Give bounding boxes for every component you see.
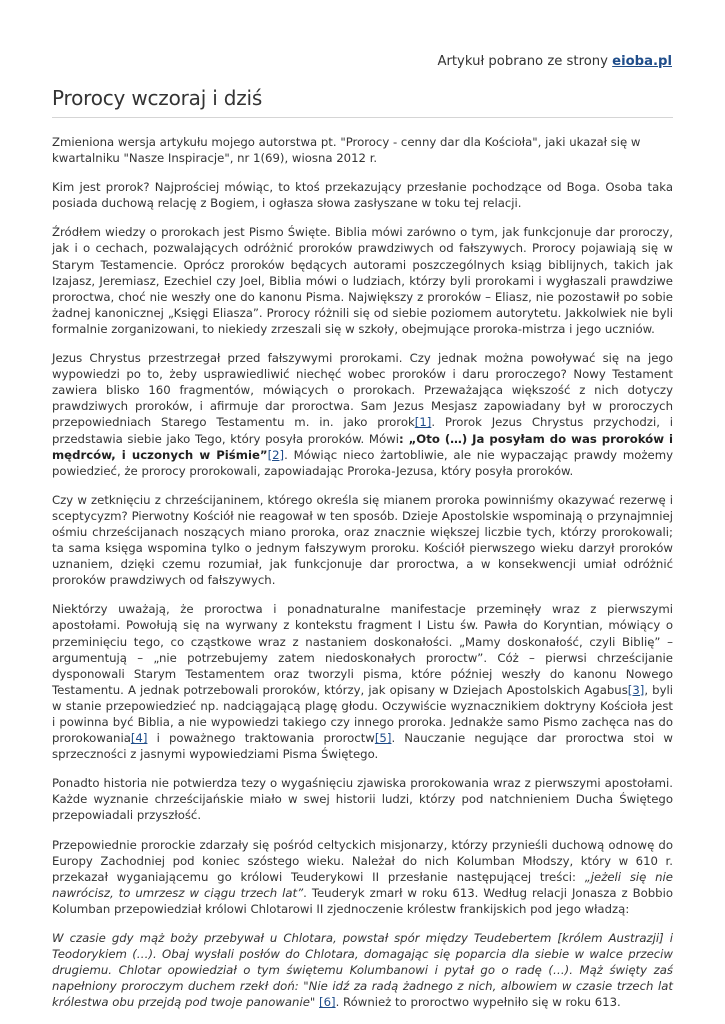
paragraph-8 xyxy=(52,837,673,917)
article-body xyxy=(52,134,673,1024)
paragraph-6-text-d: . Nauczanie negujące dar proroctwa stoi w sprzeczności z jasnymi wypowiedziami Pisma Świętego. xyxy=(52,731,673,762)
paragraph-3 xyxy=(52,224,673,337)
paragraph-6 xyxy=(52,601,673,762)
source-prefix: Artykuł pobrano ze strony xyxy=(437,54,608,69)
paragraph-6-text-c: i poważnego traktowania proroctw xyxy=(147,731,375,746)
paragraph-4-bold-quote: : „Oto (…) Ja posyłam do was proroków i mędrców, i uczonych w Piśmie” xyxy=(52,431,673,462)
footnote-ref-1[interactable]: [1] xyxy=(414,415,432,430)
source-line xyxy=(437,54,672,69)
paragraph-4-text-b: . Prorok Jezus Chrystus przychodzi, i przedstawia siebie jako Tego, który posyła proroków. Mówi xyxy=(52,415,673,446)
paragraph-1: Zmieniona wersja artykułu mojego autorstwa pt. "Prorocy - cenny dar dla Kościoła", jaki ukazał się w kwartalniku "Nasze Inspiracje", nr 1(69), wiosna 2012 r. xyxy=(52,135,641,166)
paragraph-9-text-b: . Również to proroctwo wypełniło się w roku 613. xyxy=(335,995,621,1010)
footnote-ref-3[interactable]: [3] xyxy=(627,682,645,697)
paragraph-4-text-a: Jezus Chrystus przestrzegał przed fałszywymi prorokami. Czy jednak można powoływać się na jego wypowiedzi po to, żeby usprawiedliwić niechęć wobec proroków i daru proroczego? Nowy Testament zawiera blisko 160 fragmentów, mówiących o prorokach. Przeważająca większość z nich dotyczy prawdziwych proroków, i afirmuje dar proroctwa. Sam Jezus Mesjasz zapowiadany był w proroczych przepowiedniach Starego Testamentu m. in. jako prorok xyxy=(52,351,673,430)
source-link[interactable]: eioba.pl xyxy=(612,54,672,69)
paragraph-3-text: Źródłem wiedzy o prorokach jest Pismo Święte. Biblia mówi zarówno o tym, jak funkcjonuje dar proroczy, jak i o cechach, pozwalających odróżnić proroków prawdziwych od fałszywych. Prorocy pojawiają się w Starym Testamencie. Oprócz proroków będących autorami poszczególnych ksiąg biblijnych, takich jak Izajasz, Jeremiasz, Ezechiel czy Joel, Biblia mówi o ludziach, którzy byli prorokami i wygłaszali prawdziwe proroctwa, choć nie weszły one do kanonu Pisma. Największy z proroków – Eliasz, nie pozostawił po sobie żadnej kanonicznej „Księgi Eliasza”. Prorocy różnili się od siebie poziomem autorytetu. Jakkolwiek nie byli formalnie zorganizowani, to niekiedy zrzeszali się w szkoły, obejmujące proroka-mistrza i jego uczniów. xyxy=(52,225,673,336)
footnote-ref-2[interactable]: [2] xyxy=(267,447,285,462)
paragraph-6-text-b: , byli w stanie przepowiedzieć np. nadciągającą plagę głodu. Oczywiście wyznacznikiem doktryny Kościoła jest i powinna być Biblia, a nie wypowiedzi takiego czy innego proroka. Jednakże samo Pismo zachęca nas do prorokowania xyxy=(52,682,673,746)
article-title: Prorocy wczoraj i dziś xyxy=(52,86,263,110)
paragraph-9 xyxy=(52,930,673,1010)
paragraph-4-text-c: . Mówiąc nieco żartobliwie, ale nie wypaczając prawdy możemy powiedzieć, że prorocy prorokowali, zapowiadając Proroka-Jezusa, który posyła proroków. xyxy=(52,447,673,478)
paragraph-8-italic-quote: „jeżeli się nie nawrócisz, to umrzesz w ciągu trzech lat” xyxy=(52,869,673,900)
paragraph-9-italic-quote: W czasie gdy mąż boży przebywał u Chlotara, powstał spór między Teudebertem [królem Austrazji] i Teodorykiem (…). Obaj wysłali posłów do Chlotara, domagając się poparcia dla siebie w walce przeciw drugiemu. Chlotar opowiedział o tym świętemu Kolumbanowi i pytał go o radę (…). Mąż święty zaś napełniony proroczym duchem rzekł doń: "Nie idź za radą żadnego z nich, albowiem w czasie trzech lat królestwa obu przejdą pod twoje panowanie" xyxy=(52,931,673,1010)
paragraph-7: Ponadto historia nie potwierdza tezy o wygaśnięciu zjawiska prorokowania wraz z pierwszymi apostołami. Każde wyznanie chrześcijańskie miało w swej historii ludzi, którzy pod natchnieniem Ducha Świętego przepowiadali przyszłość. xyxy=(52,776,673,823)
footnote-ref-5[interactable]: [5] xyxy=(374,731,392,746)
footnote-ref-4[interactable]: [4] xyxy=(130,731,148,746)
paragraph-5: Czy w zetknięciu z chrześcijaninem, którego określa się mianem proroka powinniśmy okazywać rezerwę i sceptycyzm? Pierwotny Kościół nie reagował w ten sposób. Dzieje Apostolskie wspominają o przynajmniej ośmiu chrześcijanach noszących miano proroka, oraz znacznie większej liczbie tych, którzy prorokowali; ta sama księga wspomina tylko o jednym fałszywym proroku. Kościół pierwszego wieku darzył proroków uznaniem, dzięki czemu rozumiał, jak funkcjonuje dar proroctwa, a w konsekwencji umiał odróżnić proroków prawdziwych od fałszywych. xyxy=(52,492,673,588)
paragraph-2: Kim jest prorok? Najprościej mówiąc, to ktoś przekazujący przesłanie pochodzące od Boga. Osoba taka posiada duchową relację z Bogiem, i ogłasza słowa zasłyszane w toku tej relacji. xyxy=(52,180,673,211)
paragraph-6-text-a: Niektórzy uważają, że proroctwa i ponadnaturalne manifestacje przeminęły wraz z pierwszymi apostołami. Powołują się na wyrwany z kontekstu fragment I Listu św. Pawła do Koryntian, mówiący o przeminięciu tego, co cząstkowe wraz z nastaniem doskonałości. „Mamy doskonałość, czyli Biblię” – argumentują – „nie potrzebujemy zatem niedoskonałych proroctw”. Cóż – pierwsi chrześcijanie dysponowali Starym Testamentem oraz tworzyli pisma, które później weszły do kanonu Nowego Testamentu. A jednak potrzebowali proroków, którzy, jak opisany w Dziejach Apostolskich Agabus xyxy=(52,602,673,697)
title-divider xyxy=(52,117,673,118)
footnote-ref-6[interactable]: [6] xyxy=(319,995,336,1010)
paragraph-4 xyxy=(52,350,673,479)
paragraph-8-text-b: . Teuderyk zmarł w roku 613. Według relacji Jonasza z Bobbio Kolumban przepowiedział królowi Chlotarowi II zjednoczenie królestw frankijskich pod jego władzą: xyxy=(52,885,673,916)
paragraph-8-text-a: Przepowiednie prorockie zdarzały się pośród celtyckich misjonarzy, którzy przynieśli duchową odnowę do Europy Zachodniej pod koniec szóstego wieku. Należał do nich Kolumban Młodszy, który w 610 r. przekazał wyganiającemu go królowi Teuderykowi II przesłanie następującej treści: xyxy=(52,837,673,884)
